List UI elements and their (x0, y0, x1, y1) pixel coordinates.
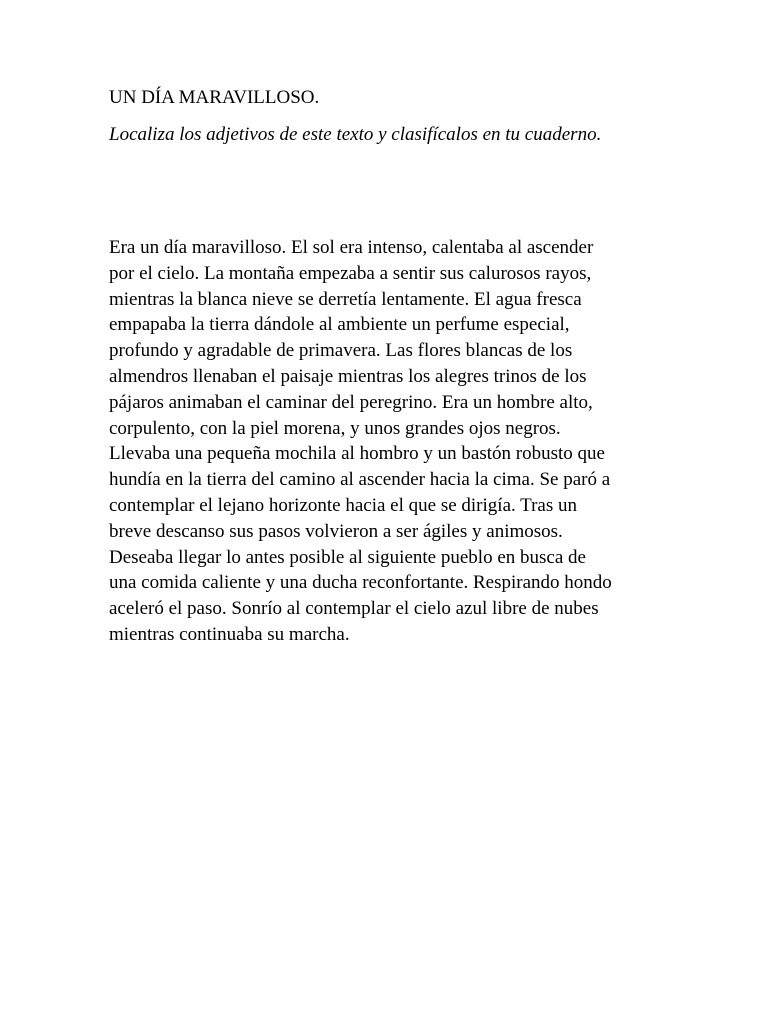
instruction-text: Localiza los adjetivos de este texto y clasifícalos en tu cuaderno. (109, 124, 602, 145)
paragraph-line: Llevaba una pequeña mochila al hombro y un bastón robusto que (109, 443, 605, 465)
paragraph-line: hundía en la tierra del camino al ascender hacia la cima. Se paró a (109, 469, 611, 491)
paragraph-line: mientras la blanca nieve se derretía lentamente. El agua fresca (109, 288, 582, 310)
paragraph-line: aceleró el paso. Sonrío al contemplar el cielo azul libre de nubes (109, 598, 599, 620)
page-title: UN DÍA MARAVILLOSO. (109, 87, 320, 108)
paragraph-line: Deseaba llegar lo antes posible al siguiente pueblo en busca de (109, 546, 586, 568)
paragraph-line: Era un día maravilloso. El sol era intenso, calentaba al ascender (109, 237, 594, 258)
paragraph-line: contemplar el lejano horizonte hacia el que se dirigía. Tras un (109, 494, 577, 516)
paragraph-line: una comida caliente y una ducha reconfortante. Respirando hondo (109, 572, 612, 594)
paragraph-line: corpulento, con la piel morena, y unos grandes ojos negros. (109, 417, 561, 439)
body-paragraph (109, 235, 612, 648)
paragraph-line: breve descanso sus pasos volvieron a ser ágiles y animosos. (109, 520, 563, 542)
paragraph-line: almendros llenaban el paisaje mientras los alegres trinos de los (109, 365, 587, 387)
paragraph-line: por el cielo. La montaña empezaba a sentir sus calurosos rayos, (109, 262, 592, 284)
paragraph-line: profundo y agradable de primavera. Las flores blancas de los (109, 340, 573, 362)
paragraph-line: pájaros animaban el caminar del peregrino. Era un hombre alto, (109, 391, 593, 413)
paragraph-line: empapaba la tierra dándole al ambiente un perfume especial, (109, 314, 570, 336)
paragraph-line: mientras continuaba su marcha. (109, 623, 350, 645)
